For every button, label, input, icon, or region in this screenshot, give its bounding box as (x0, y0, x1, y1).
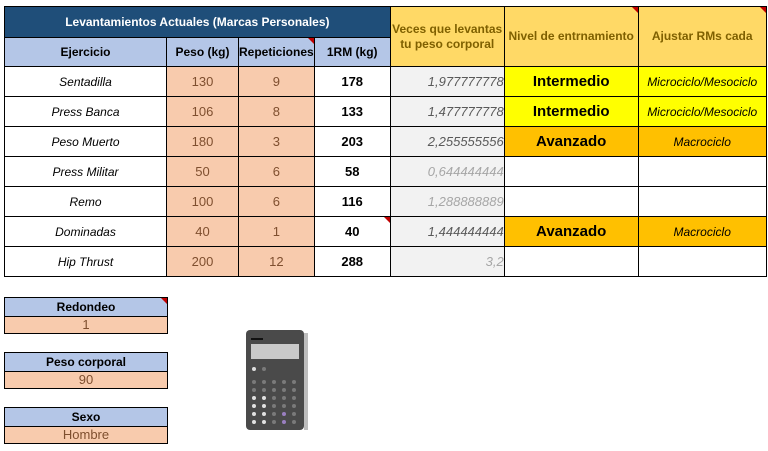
sexo-box (4, 407, 168, 444)
table-row (5, 217, 767, 247)
cell-ejercicio[interactable]: Remo (5, 187, 167, 217)
calculator-key (272, 396, 276, 400)
cell-ajustar[interactable]: Macrociclo (638, 217, 766, 247)
calculator-icon[interactable] (246, 330, 304, 430)
cell-veces[interactable]: 1,477777778 (390, 97, 504, 127)
cell-rm[interactable]: 116 (314, 187, 390, 217)
calculator-key (262, 404, 266, 408)
cell-reps[interactable]: 6 (239, 187, 315, 217)
cell-ejercicio[interactable]: Sentadilla (5, 67, 167, 97)
cell-nivel[interactable] (504, 247, 638, 277)
calculator-key (292, 396, 296, 400)
cell-rm-value: 40 (344, 224, 360, 239)
calculator-key (252, 367, 256, 371)
header-ajustar-label: Ajustar RMs cada (651, 29, 753, 43)
cell-peso[interactable]: 180 (167, 127, 239, 157)
calculator-screen (251, 344, 299, 359)
calculator-key (262, 388, 266, 392)
cell-ejercicio[interactable]: Dominadas (5, 217, 167, 247)
calculator-key (252, 404, 256, 408)
calculator-key (292, 404, 296, 408)
redondeo-box (4, 297, 168, 334)
cell-rm[interactable]: 288 (314, 247, 390, 277)
header-rm[interactable]: 1RM (kg) (314, 38, 390, 67)
cell-ejercicio[interactable]: Peso Muerto (5, 127, 167, 157)
cell-ajustar[interactable]: Microciclo/Mesociclo (638, 67, 766, 97)
sexo-label[interactable]: Sexo (5, 408, 167, 427)
redondeo-label-text: Redondeo (56, 300, 116, 314)
calculator-key (272, 404, 276, 408)
cell-ejercicio[interactable]: Press Militar (5, 157, 167, 187)
cell-peso[interactable]: 130 (167, 67, 239, 97)
header-nivel-label: Nivel de entrnamiento (508, 29, 634, 43)
cell-rm[interactable]: 203 (314, 127, 390, 157)
peso-corporal-input[interactable]: 90 (5, 372, 167, 388)
calculator-key (272, 420, 276, 424)
cell-veces[interactable]: 1,444444444 (390, 217, 504, 247)
cell-ajustar[interactable] (638, 187, 766, 217)
calculator-key (282, 380, 286, 384)
comment-indicator-icon[interactable] (632, 7, 638, 13)
cell-ajustar[interactable]: Macrociclo (638, 127, 766, 157)
cell-rm[interactable]: 58 (314, 157, 390, 187)
header-veces[interactable]: Veces que levantas tu peso corporal (390, 7, 504, 67)
redondeo-label[interactable] (5, 298, 167, 317)
calculator-key (292, 420, 296, 424)
group-title[interactable]: Levantamientos Actuales (Marcas Personales) (5, 7, 391, 38)
comment-indicator-icon[interactable] (760, 7, 766, 13)
table-row (5, 247, 767, 277)
calculator-key (272, 412, 276, 416)
cell-ajustar[interactable]: Microciclo/Mesociclo (638, 97, 766, 127)
calculator-key (252, 388, 256, 392)
cell-nivel[interactable]: Avanzado (504, 127, 638, 157)
header-ejercicio[interactable]: Ejercicio (5, 38, 167, 67)
cell-rm[interactable] (314, 217, 390, 247)
cell-veces[interactable]: 1,977777778 (390, 67, 504, 97)
cell-veces[interactable]: 3,2 (390, 247, 504, 277)
cell-veces[interactable]: 0,644444444 (390, 157, 504, 187)
cell-ejercicio[interactable]: Hip Thrust (5, 247, 167, 277)
calculator-key (282, 396, 286, 400)
comment-indicator-icon[interactable] (384, 217, 390, 223)
cell-peso[interactable]: 50 (167, 157, 239, 187)
calculator-key (262, 412, 266, 416)
header-nivel[interactable] (504, 7, 638, 67)
cell-nivel[interactable]: Intermedio (504, 67, 638, 97)
header-peso[interactable]: Peso (kg) (167, 38, 239, 67)
calculator-key (282, 404, 286, 408)
sexo-input[interactable]: Hombre (5, 427, 167, 443)
cell-reps[interactable]: 9 (239, 67, 315, 97)
calculator-key (262, 367, 266, 371)
header-reps[interactable] (239, 38, 315, 67)
calculator-key (292, 388, 296, 392)
calculator-key (252, 396, 256, 400)
calculator-key (292, 380, 296, 384)
cell-peso[interactable]: 200 (167, 247, 239, 277)
cell-reps[interactable]: 6 (239, 157, 315, 187)
calculator-key (262, 396, 266, 400)
cell-veces[interactable]: 2,255555556 (390, 127, 504, 157)
peso-corporal-box (4, 352, 168, 389)
cell-reps[interactable]: 3 (239, 127, 315, 157)
calculator-key (272, 388, 276, 392)
calculator-key (252, 412, 256, 416)
cell-reps[interactable]: 12 (239, 247, 315, 277)
calculator-key (262, 380, 266, 384)
cell-peso[interactable]: 100 (167, 187, 239, 217)
calculator-shadow (304, 333, 308, 430)
table-row (5, 67, 767, 97)
calculator-key (282, 412, 286, 416)
cell-nivel[interactable]: Avanzado (504, 217, 638, 247)
cell-ajustar[interactable] (638, 157, 766, 187)
table-row (5, 97, 767, 127)
calculator-key (252, 420, 256, 424)
cell-peso[interactable]: 40 (167, 217, 239, 247)
cell-ejercicio[interactable]: Press Banca (5, 97, 167, 127)
peso-corporal-label[interactable]: Peso corporal (5, 353, 167, 372)
cell-veces[interactable]: 1,288888889 (390, 187, 504, 217)
header-ajustar[interactable] (638, 7, 766, 67)
calculator-key (292, 412, 296, 416)
redondeo-input[interactable]: 1 (5, 317, 167, 333)
calculator-key (282, 420, 286, 424)
cell-nivel[interactable] (504, 187, 638, 217)
calculator-key (282, 388, 286, 392)
table-row (5, 157, 767, 187)
header-reps-label: Repeticiones (239, 45, 314, 59)
comment-indicator-icon[interactable] (308, 38, 314, 44)
calculator-key (262, 420, 266, 424)
calculator-key (252, 380, 256, 384)
table-row (5, 127, 767, 157)
lifts-table (4, 6, 767, 277)
cell-reps[interactable]: 8 (239, 97, 315, 127)
calculator-key (272, 380, 276, 384)
table-row (5, 187, 767, 217)
cell-nivel[interactable]: Intermedio (504, 97, 638, 127)
comment-indicator-icon[interactable] (161, 298, 167, 304)
cell-ajustar[interactable] (638, 247, 766, 277)
cell-peso[interactable]: 106 (167, 97, 239, 127)
cell-nivel[interactable] (504, 157, 638, 187)
cell-reps[interactable]: 1 (239, 217, 315, 247)
calculator-slot (251, 338, 263, 340)
cell-rm[interactable]: 178 (314, 67, 390, 97)
cell-rm[interactable]: 133 (314, 97, 390, 127)
